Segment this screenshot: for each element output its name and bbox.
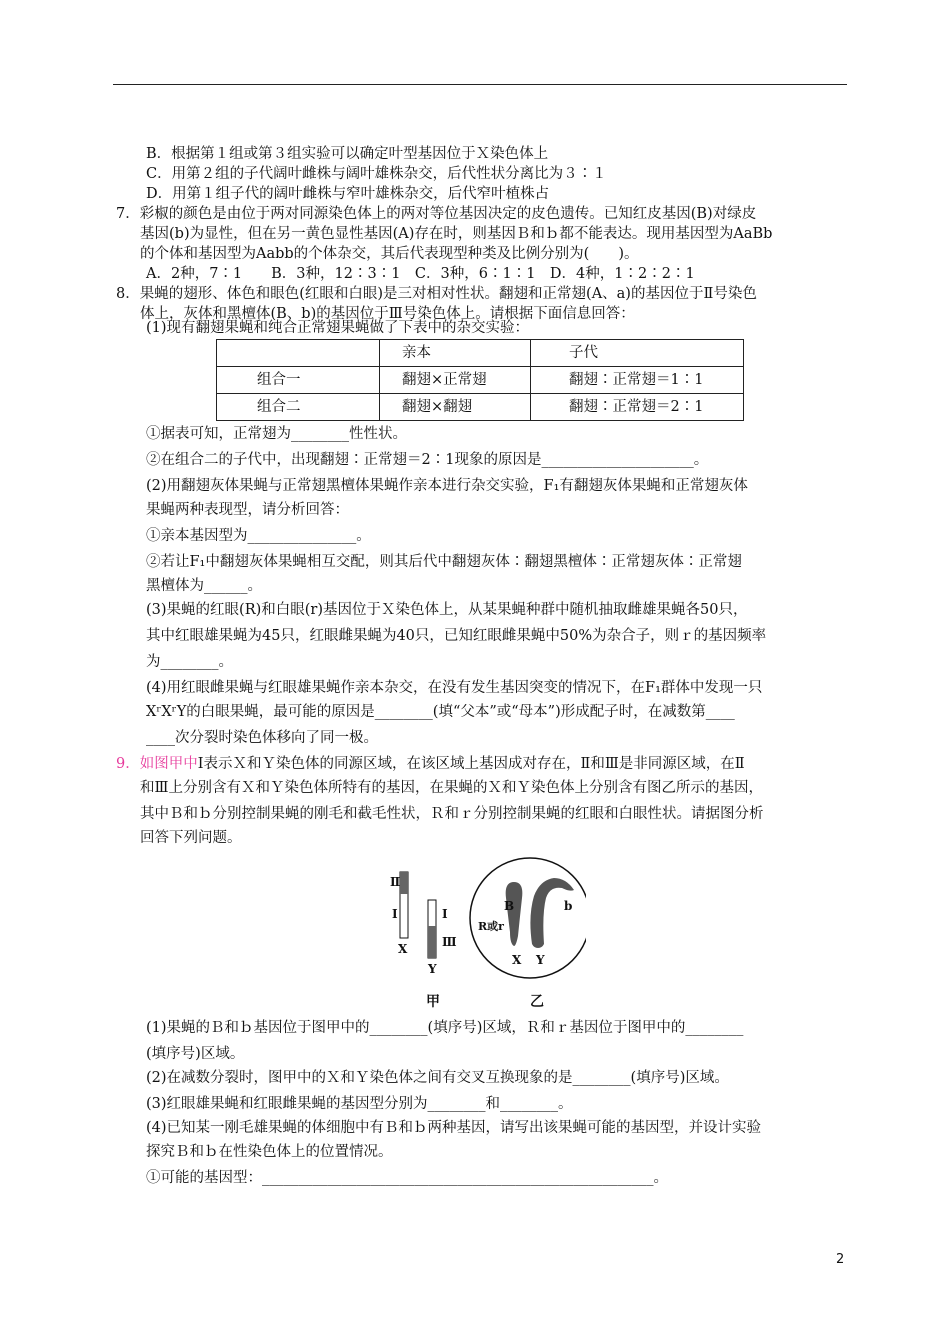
q9-s1-line1: (1)果蝇的Ｂ和ｂ基因位于图甲中的________(填序号)区域，Ｒ和ｒ基因位于图甲中的________ (146, 1020, 744, 1036)
cross-table (216, 339, 744, 421)
label-B: B (504, 899, 515, 913)
q8-line1: 8．果蝇的翅形、体色和眼色(红眼和白眼)是三对相对性状。翻翅和正常翅(A、a)的基因位于Ⅱ号染色 (116, 286, 757, 302)
q9-line2: 和Ⅲ上分别含有Ｘ和Ｙ染色体所特有的基因，在果蝇的Ｘ和Ｙ染色体上分别含有图乙所示的基因， (140, 780, 763, 796)
prev-option-c: C．用第２组的子代阔叶雌株与阔叶雄株杂交，后代性状分离比为３∶１ (146, 166, 607, 182)
table-cell: 翻翅∶正常翅＝1∶1 (531, 367, 744, 394)
q8-s1-q1: ①据表可知，正常翅为________性性状。 (146, 426, 407, 442)
label-X-right: X (512, 953, 522, 967)
table-cell: 翻翅×翻翅 (380, 394, 531, 421)
table-row (217, 367, 744, 394)
prev-option-b: B．根据第１组或第３组实验可以确定叶型基因位于Ｘ染色体上 (146, 146, 549, 162)
table-cell: 子代 (531, 340, 744, 367)
table-cell: 翻翅∶正常翅＝2∶1 (531, 394, 744, 421)
q7-options: A．2种，7∶1 B．3种，12∶3∶1 C．3种，6∶1∶1 D．4种，1∶2∶2∶1 (146, 266, 695, 282)
q7-line3: 的个体和基因型为Aabb的个体杂交，其后代表现型种类及比例分别为( )。 (140, 246, 639, 262)
label-I-left: Ⅰ (392, 907, 398, 921)
q8-s4-line3: ____次分裂时染色体移向了同一极。 (146, 730, 378, 746)
caption-jia: 甲 (426, 994, 440, 1010)
q8-s1-q2: ②在组合二的子代中，出现翻翅∶正常翅＝2∶1现象的原因是_____________________。 (146, 452, 709, 468)
q9-s4-q1: ①可能的基因型：______________________________________________________。 (146, 1170, 668, 1186)
label-R-or-r: R或r (478, 920, 504, 933)
q8-s4-line2: XʳXʳY的白眼果蝇，最可能的原因是________(填“父本”或“母本”)形成配子时，在减数第____ (146, 704, 735, 720)
q8-s2-line2: 果蝇两种表现型，请分析回答： (146, 502, 349, 518)
q8-s3-line1: (3)果蝇的红眼(R)和白眼(r)基因位于Ｘ染色体上，从某果蝇种群中随机抽取雌雄果蝇各50只， (146, 602, 748, 618)
label-Y-left: Y (428, 962, 437, 976)
table-cell: 组合一 (217, 367, 380, 394)
q9-number: 9． (116, 756, 140, 772)
q9-line1 (116, 754, 745, 774)
q9-line4: 回答下列问题。 (140, 830, 242, 846)
table-cell (217, 340, 380, 367)
table-cell: 翻翅×正常翅 (380, 367, 531, 394)
q8-s2-line1: (2)用翻翅灰体果蝇与正常翅黑檀体果蝇作亲本进行杂交实验，F₁有翻翅灰体果蝇和正常翅灰体 (146, 478, 748, 494)
q9-s4-line1: (4)已知某一刚毛雄果蝇的体细胞中有Ｂ和ｂ两种基因，请写出该果蝇可能的基因型，并设计实验 (146, 1120, 762, 1136)
q8-s3-line2: 其中红眼雄果蝇为45只，红眼雌果蝇为40只，已知红眼雌果蝇中50%为杂合子，则ｒ的基因频率 (146, 628, 767, 644)
q8-s2-q2-line1: ②若让F₁中翻翅灰体果蝇相互交配，则其后代中翻翅灰体∶翻翅黑檀体∶正常翅灰体∶正常翅 (146, 554, 742, 570)
table-cell: 亲本 (380, 340, 531, 367)
q9-line1-rest: Ⅰ表示Ｘ和Ｙ染色体的同源区域，在该区域上基因成对存在，Ⅱ和Ⅲ是非同源区域，在Ⅱ (197, 756, 745, 772)
x-region-II (400, 872, 408, 894)
q9-s1-line2: (填序号)区域。 (146, 1046, 245, 1062)
q8-s4-line1: (4)用红眼雌果蝇与红眼雄果蝇作亲本杂交，在没有发生基因突变的情况下，在F₁群体中发现一只 (146, 680, 763, 696)
header-rule (113, 84, 847, 85)
q9-line3: 其中Ｂ和ｂ分别控制果蝇的刚毛和截毛性状，Ｒ和ｒ分别控制果蝇的红眼和白眼性状。请据图分析 (140, 806, 764, 822)
prev-option-d: D．用第１组子代的阔叶雌株与窄叶雄株杂交，后代窄叶植株占 (146, 186, 550, 202)
q7-line1: 7．彩椒的颜色是由位于两对同源染色体上的两对等位基因决定的皮色遗传。已知红皮基因(B)对绿皮 (116, 206, 757, 222)
label-I-right: Ⅰ (442, 907, 448, 921)
q9-s2: (2)在减数分裂时，图甲中的Ｘ和Ｙ染色体之间有交叉互换现象的是________(填序号)区域。 (146, 1070, 729, 1086)
label-X-left: X (398, 942, 408, 956)
q8-line2: 体上，灰体和黑檀体(B、b)的基因位于Ⅲ号染色体上。请根据下面信息回答： (140, 306, 635, 322)
chromosome-figure (386, 856, 586, 1024)
q8-s2-q1: ①亲本基因型为_______________。 (146, 528, 371, 544)
cell-circle (470, 858, 586, 978)
label-Y-right: Y (536, 953, 545, 967)
q7-line2: 基因(b)为显性，但在另一黄色显性基因(A)存在时，则基因Ｂ和ｂ都不能表达。现用基因型为AaBb (140, 226, 773, 242)
y-region-III (428, 926, 436, 958)
table-cell: 组合二 (217, 394, 380, 421)
q9-s4-line2: 探究Ｂ和ｂ在性染色体上的位置情况。 (146, 1144, 393, 1160)
q8-sub1-intro: (1)现有翻翅果蝇和纯合正常翅果蝇做了下表中的杂交实验： (146, 320, 530, 336)
label-II: Ⅱ (390, 875, 401, 889)
q9-lead: 如图甲中 (139, 756, 198, 772)
label-III: Ⅲ (442, 935, 457, 949)
q8-s3-line3: 为________。 (146, 654, 233, 670)
q9-s3: (3)红眼雄果蝇和红眼雌果蝇的基因型分别为________和________。 (146, 1096, 573, 1112)
table-header-row (217, 340, 744, 367)
q8-s2-q2-line2: 黑檀体为______。 (146, 578, 262, 594)
caption-yi: 乙 (530, 994, 544, 1010)
label-b: b (564, 899, 573, 913)
page-number: 2 (836, 1252, 845, 1267)
table-row (217, 394, 744, 421)
